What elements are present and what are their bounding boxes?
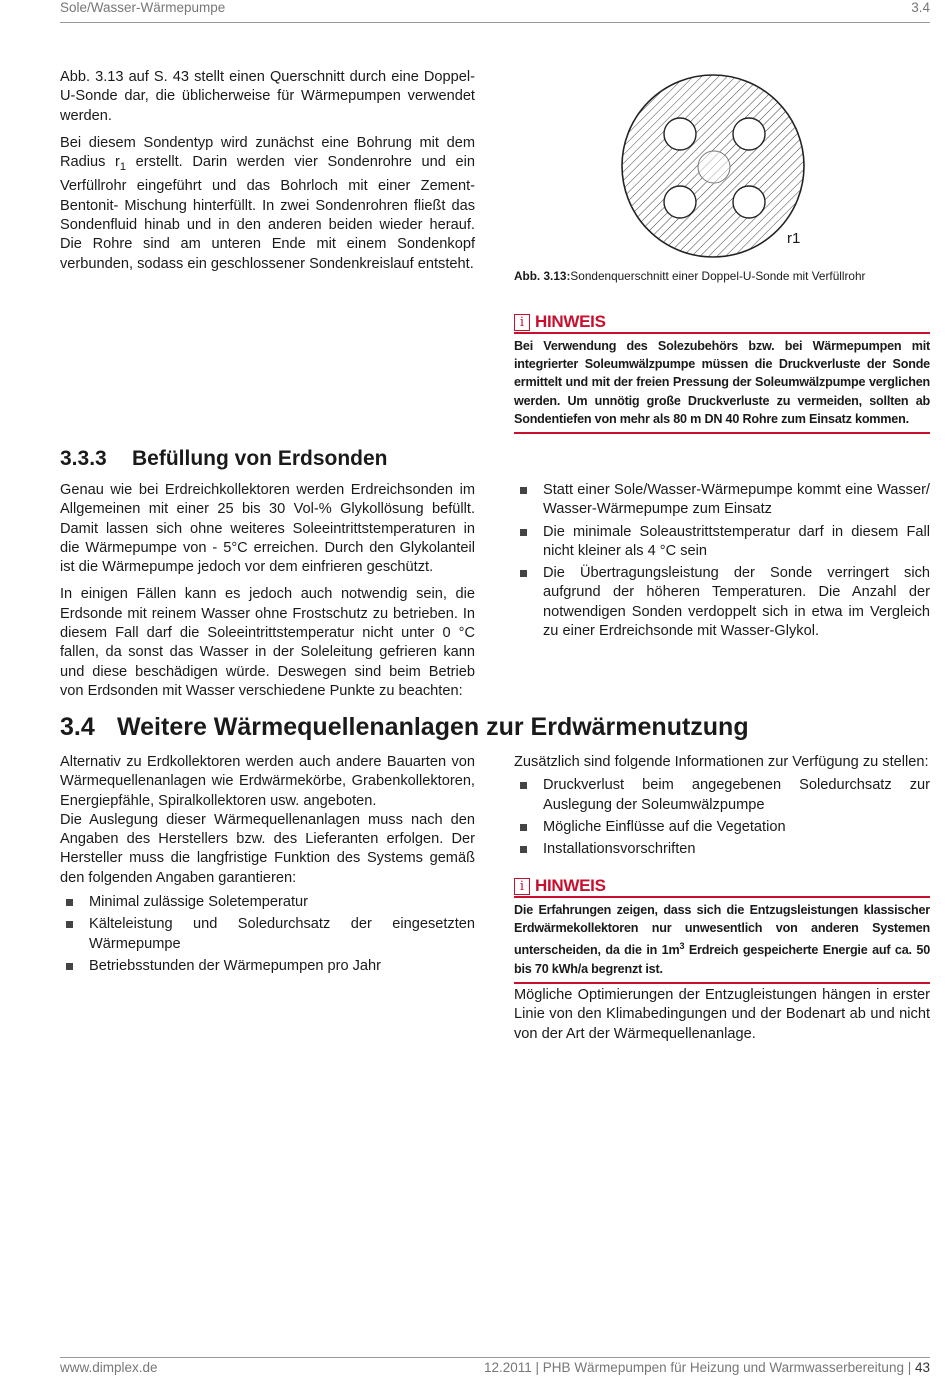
list-item xyxy=(514,776,930,815)
info-icon: i xyxy=(514,314,530,331)
footer-publication xyxy=(484,1360,930,1375)
list-item xyxy=(60,957,475,976)
square-bullet-icon xyxy=(66,963,73,970)
page-number: 43 xyxy=(914,1360,930,1375)
info-icon: i xyxy=(514,878,530,895)
list-item-text: Minimal zulässige Soletemperatur xyxy=(89,894,308,911)
probe-pipe xyxy=(664,118,696,150)
note-text-start: Die Erfahrungen zeigen, dass sich die Entzugsleistungen klassischer Erdwärmekollektoren nur unwesentlich von anderen Systemen unterscheiden, da die in 1m xyxy=(514,903,930,958)
list-item xyxy=(60,893,475,912)
figure-caption-text: Sondenquerschnitt einer Doppel-U-Sonde mit Verfüllrohr xyxy=(570,269,866,283)
intro-p2-end: erstellt. Darin werden vier Sondenrohre und ein Verfüllrohr eingeführt und das Bohrloch mit einer Zement- Bentonit- Mischung hinterfüllt. In zwei Sondenrohren fließt das Sondenfluid hinab und in den anderen beiden wieder herauf. Die Rohre sind am unteren Ende mit einem Sondenkopf verbunden, sodass ein geschlossener Sondenkreislauf entsteht. xyxy=(60,154,475,272)
note-body xyxy=(514,898,930,984)
square-bullet-icon xyxy=(520,782,527,789)
section-3-3-3-paragraph-2: In einigen Fällen kann es jedoch auch notwendig sein, die Erdsonde mit reinem Wasser ohne Frostschutz zu betrieben. In diesem Fall darf die Soleeintrittstemperatur nicht unter 0 °C fallen, da sonst das Wasser in der Soleleitung gefrieren kann und diese beschädigen würde. Deswegen sind beim Betrieb von Erdsonden mit Wasser verschiedene Punkte zu beachten: xyxy=(60,586,475,699)
hinweis-note-2 xyxy=(514,876,930,984)
fill-pipe xyxy=(698,151,730,183)
intro-paragraph-2 xyxy=(60,134,475,274)
running-header-title: Sole/Wasser-Wärmepumpe xyxy=(60,0,226,15)
footer-website: www.dimplex.de xyxy=(60,1360,158,1375)
probe-pipe xyxy=(733,186,765,218)
list-item-text: Installationsvorschriften xyxy=(543,841,696,858)
section-3-4-right-text xyxy=(514,753,930,862)
section-title: Befüllung von Erdsonden xyxy=(132,447,388,470)
note-header xyxy=(514,876,930,898)
section-3-4-right-intro: Zusätzlich sind folgende Informationen zur Verfügung zu stellen: xyxy=(514,754,929,770)
square-bullet-icon xyxy=(520,487,527,494)
list-item-text: Kälteleistung und Soledurchsatz der eingesetzten Wärmepumpe xyxy=(89,916,475,952)
running-header-section: 3.4 xyxy=(911,0,930,15)
square-bullet-icon xyxy=(66,899,73,906)
section-3-4-paragraph-2: Die Auslegung dieser Wärmequellenanlagen muss nach den Angaben des Herstellers bzw. des Lieferanten erfolgen. Der Hersteller muss die langfristige Funktion des Systems gemäß den folgenden Angaben garantieren: xyxy=(60,811,475,886)
intro-paragraph-1: Abb. 3.13 auf S. 43 stellt einen Querschnitt durch eine Doppel-U-Sonde dar, die üblicherweise für Wärmepumpen verwendet werden. xyxy=(60,69,475,124)
footer-publication-text: 12.2011 | PHB Wärmepumpen für Heizung und Warmwasserbereitung | xyxy=(484,1360,915,1375)
section-heading-3-4 xyxy=(60,713,749,742)
square-bullet-icon xyxy=(66,921,73,928)
probe-pipe xyxy=(733,118,765,150)
list-item-text: Mögliche Einflüsse auf die Vegetation xyxy=(543,818,786,835)
intro-p2-start: Bei diesem Sondentyp wird zunächst eine Bohrung mit dem Radius r xyxy=(60,134,475,171)
footer-divider xyxy=(60,1357,930,1358)
square-bullet-icon xyxy=(520,570,527,577)
section-3-3-3-text xyxy=(60,481,475,701)
list-item xyxy=(514,818,930,837)
list-item-text: Statt einer Sole/Wasser-Wärmepumpe kommt eine Wasser/ Wasser-Wärmepumpe zum Einsatz xyxy=(543,482,930,518)
radius-label: r1 xyxy=(787,230,801,247)
section-3-3-3-bullets xyxy=(514,481,930,644)
header-divider xyxy=(60,22,930,23)
note-header xyxy=(514,312,930,334)
list-item-text: Die Übertragungsleistung der Sonde verringert sich aufgrund der höheren Temperaturen. Die Anzahl der notwendigen Sonden verdoppelt sich in etwa im Vergleich zu einer Erdreichsonde mit Wasser-Glykol. xyxy=(543,565,930,640)
section-title: Weitere Wärmequellenanlagen zur Erdwärmenutzung xyxy=(117,713,749,741)
square-bullet-icon xyxy=(520,824,527,831)
list-item-text: Druckverlust beim angegebenen Soledurchsatz zur Auslegung der Soleumwälzpumpe xyxy=(543,777,930,813)
list-item xyxy=(60,915,475,954)
list-item-text: Die minimale Soleaustrittstemperatur darf in diesem Fall nicht kleiner als 4 °C sein xyxy=(543,523,930,559)
section-3-4-left-text xyxy=(60,753,475,979)
note-title: HINWEIS xyxy=(535,876,606,895)
list-item xyxy=(514,840,930,859)
section-3-4-paragraph-1: Alternativ zu Erdkollektoren werden auch andere Bauarten von Wärmequellenanlagen wie Erdwärmekörbe, Grabenkollektoren, Energiepfähle, Spiralkollektoren usw. angeboten. xyxy=(60,754,475,809)
closing-paragraph: Mögliche Optimierungen der Entzugleistungen hängen in erster Linie von den Klimabedingungen und der Bodenart ab und nicht von der Art der Wärmequellenanlage. xyxy=(514,987,930,1042)
note-superscript: 3 xyxy=(679,941,685,952)
list-item xyxy=(514,523,930,562)
square-bullet-icon xyxy=(520,846,527,853)
section-3-4-closing xyxy=(514,986,930,1044)
section-heading-3-3-3 xyxy=(60,447,388,471)
note-body: Bei Verwendung des Solezubehörs bzw. bei Wärmepumpen mit integrierter Soleumwälzpumpe müssen die Druckverluste der Sonde ermittelt und mit der freien Pressung der Soleumwälzpumpe verglichen werden. Um unnötig große Druckverluste zu vermeiden, sollten ab Sondentiefen von mehr als 80 m DN 40 Rohre zum Einsatz kommen. xyxy=(514,334,930,434)
section-number: 3.3.3 xyxy=(60,447,107,470)
section-number: 3.4 xyxy=(60,713,95,741)
note-text-end: Erdreich gespeicherte Energie auf ca. 50 bis 70 kWh/a begrenzt ist. xyxy=(514,943,930,976)
borehole-cross-section-figure xyxy=(620,73,825,263)
list-item xyxy=(514,564,930,641)
square-bullet-icon xyxy=(520,529,527,536)
section-3-3-3-paragraph-1: Genau wie bei Erdreichkollektoren werden Erdreichsonden im Allgemeinen mit einer 25 bis 30 Vol-% Glykollösung befüllt. Damit lassen sich ohne weiteres Soleeintrittstemperaturen in die Wärmepumpe von - 5°C erreichen. Durch den Glykolanteil ist die Wärmepumpe jedoch vor dem einfrieren geschützt. xyxy=(60,482,475,576)
figure-caption-number: Abb. 3.13: xyxy=(514,269,571,283)
figure-caption xyxy=(514,269,865,283)
probe-pipe xyxy=(664,186,696,218)
hinweis-note-1 xyxy=(514,312,930,434)
note-title: HINWEIS xyxy=(535,312,606,331)
intro-text xyxy=(60,68,475,274)
list-item xyxy=(514,481,930,520)
list-item-text: Betriebsstunden der Wärmepumpen pro Jahr xyxy=(89,957,382,974)
radius-subscript: 1 xyxy=(119,161,127,174)
